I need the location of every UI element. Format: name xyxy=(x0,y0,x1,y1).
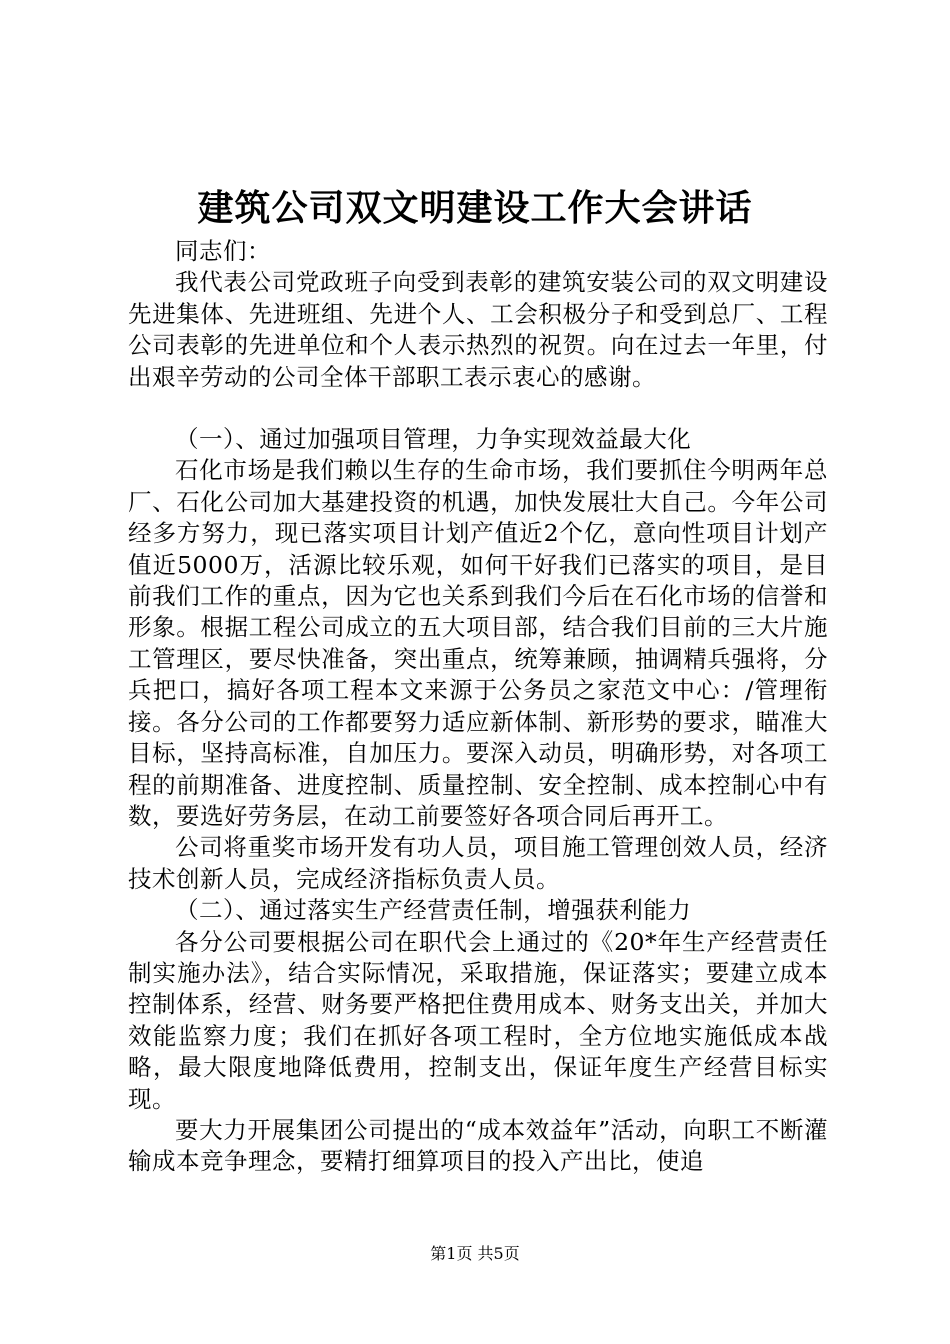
section-1-paragraph-1: 石化市场是我们赖以生存的生命市场，我们要抓住今明两年总厂、石化公司加大基建投资的机遇，加快发展壮大自己。今年公司经多方努力，现已落实项目计划产值近2个亿，意向性项目计划产值近5000万，活源比较乐观，如何干好我们已落实的项目，是目前我们工作的重点，因为它也关系到我们今后在石化市场的信誉和形象。根据工程公司成立的五大项目部，结合我们目前的三大片施工管理区，要尽快准备，突出重点，统筹兼顾，抽调精兵强将，分兵把口，搞好各项工程本文来源于公务员之家范文中心：/管理衔接。各分公司的工作都要努力适应新体制、新形势的要求，瞄准大目标，坚持高标准，自加压力。要深入动员，明确形势，对各项工程的前期准备、进度控制、质量控制、安全控制、成本控制心中有数，要选好劳务层，在动工前要签好各项合同后再开工。 xyxy=(128,456,828,830)
paragraph-gap xyxy=(128,393,828,424)
section-2-paragraph-1: 各分公司要根据公司在职代会上通过的《20*年生产经营责任制实施办法》，结合实际情况，采取措施，保证落实；要建立成本控制体系，经营、财务要严格把住费用成本、财务支出关，并加大效能监察力度；我们在抓好各项工程时，全方位地实施低成本战略，最大限度地降低费用，控制支出，保证年度生产经营目标实现。 xyxy=(128,927,828,1113)
section-1-paragraph-2: 公司将重奖市场开发有功人员，项目施工管理创效人员，经济技术创新人员，完成经济指标负责人员。 xyxy=(128,833,828,893)
section-2-heading: （二）、通过落实生产经营责任制，增强获利能力 xyxy=(175,896,692,925)
salutation: 同志们： xyxy=(175,237,271,265)
section-2-paragraph-2: 要大力开展集团公司提出的“成本效益年”活动，向职工不断灌输成本竞争理念，要精打细算项目的投入产出比，使追 xyxy=(128,1115,828,1176)
section-1-heading: （一）、通过加强项目管理，力争实现效益最大化 xyxy=(175,425,692,454)
intro-paragraph: 我代表公司党政班子向受到表彰的建筑安装公司的双文明建设先进集体、先进班组、先进个人、工会积极分子和受到总厂、工程公司表彰的先进单位和个人表示热烈的祝贺。向在过去一年里，付出艰辛劳动的公司全体干部职工表示衷心的感谢。 xyxy=(128,268,828,391)
document-title: 建筑公司双文明建设工作大会讲话 xyxy=(197,188,753,229)
document-body xyxy=(128,236,828,1178)
page-number-footer: 第1页 共5页 xyxy=(430,1244,520,1263)
